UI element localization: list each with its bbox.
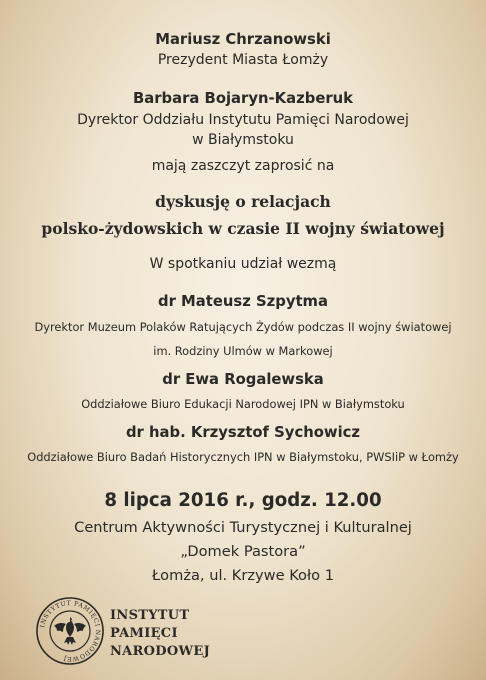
participant-name: dr hab. Krzysztof Sychowicz [125,424,361,441]
ipn-seal-icon [35,596,105,666]
host-title: Prezydent Miasta Łomży [157,52,329,68]
event-date-time: 8 lipca 2016 r., godz. 12.00 [104,490,382,511]
invite-text: mają zaszczyt zaprosić na [151,158,335,174]
cohost-title-line2: w Białymstoku [192,132,294,148]
participant-affiliation-line1: Oddziałowe Biuro Edukacji Narodowej IPN w Białymstoku [81,397,405,411]
participant-affiliation-line1: Dyrektor Muzeum Polaków Ratujących Żydów podczas II wojny światowej [34,320,452,334]
participants-intro: W spotkaniu udział wezmą [149,256,337,272]
event-title-line2: polsko-żydowskich w czasie II wojny światowej [41,219,445,238]
cohost-title-line1: Dyrektor Oddziału Instytutu Pamięci Narodowej [77,112,409,128]
event-title-line1: dyskusję o relacjach [155,192,331,211]
logo-text-line2: PAMIĘCI [110,626,178,641]
venue-line1: Centrum Aktywności Turystycznej i Kulturalnej [74,519,412,536]
host-name: Mariusz Chrzanowski [155,31,331,48]
participant-affiliation-line2: im. Rodziny Ulmów w Markowej [153,344,333,358]
logo-text-line3: NARODOWEJ [110,644,211,659]
logo-text-line1: INSTYTUT [110,608,190,623]
cohost-name: Barbara Bojaryn-Kazberuk [132,90,354,107]
participant-name: dr Ewa Rogalewska [162,371,324,388]
seal-ring-text: INSTYTUT PAMIĘCI NARODOWEJ [39,599,102,663]
participant-name: dr Mateusz Szpytma [158,293,328,310]
ipn-seal-logo [35,596,105,666]
venue-line3: Łomża, ul. Krzywe Koło 1 [151,567,334,584]
eagle-icon [54,617,86,645]
ipn-logo-text [110,607,210,661]
participant-affiliation-line1: Oddziałowe Biuro Badań Historycznych IPN w Białymstoku, PWSIiP w Łomży [27,450,459,464]
venue-line2: „Domek Pastora” [180,543,306,560]
